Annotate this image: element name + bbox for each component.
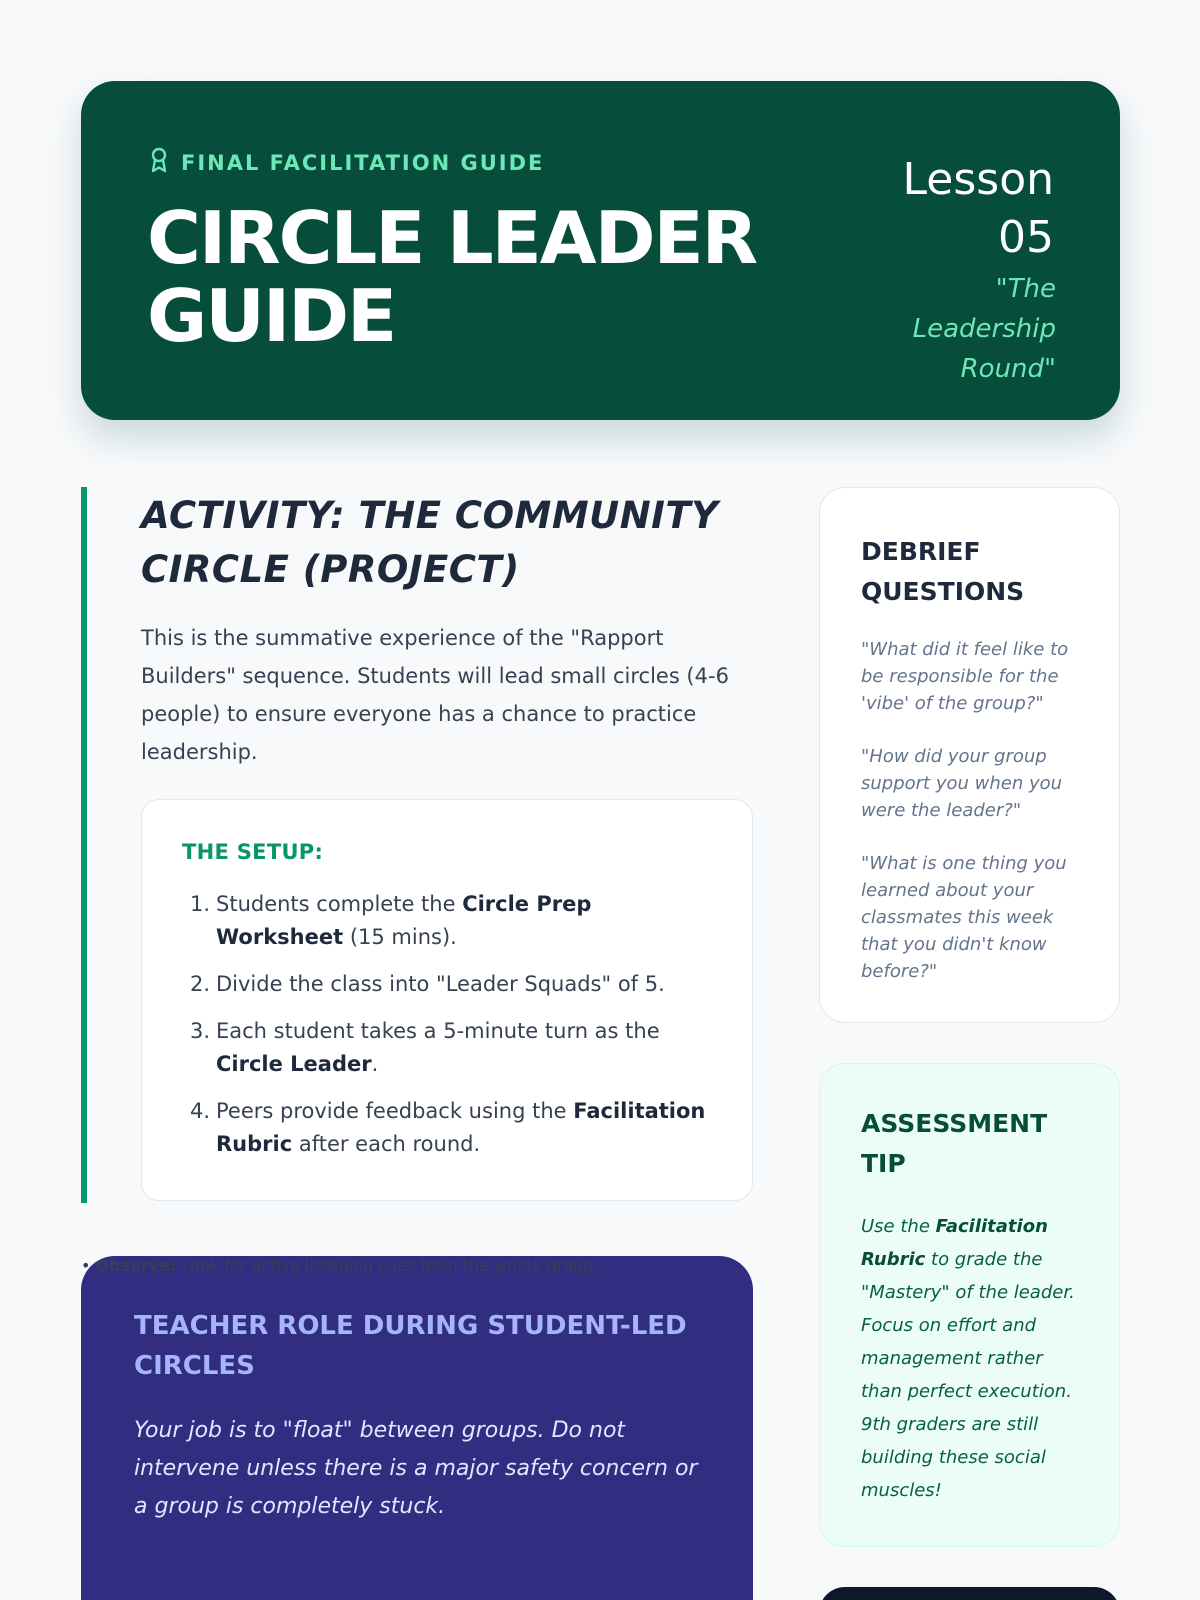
award-icon — [149, 147, 169, 178]
debrief-question: "How did your group support you when you were the leader?" — [861, 746, 1063, 821]
step-text-after: . — [371, 1052, 379, 1076]
debrief-heading: DEBRIEF QUESTIONS — [861, 537, 1025, 606]
step-number: 2. — [190, 972, 211, 996]
teacher-role-heading: TEACHER ROLE DURING STUDENT-LED CIRCLES — [134, 1311, 687, 1381]
step-text-after: after each round. — [292, 1132, 481, 1156]
teacher-role-bullet: • Observe: Look for active listening cues from the whole group. — [81, 1256, 599, 1275]
step-text: Students complete the — [216, 892, 463, 916]
lesson-subtitle: "The Leadership Round" — [912, 274, 1056, 384]
lesson-badge — [874, 151, 1054, 267]
setup-step — [182, 1015, 712, 1081]
tip-text-after: to grade the "Mastery" of the leader. Focus on effort and management rather than perfect execution. 9th graders are still building these social muscles! — [861, 1249, 1075, 1501]
step-number: 1. — [190, 892, 211, 916]
activity-heading: ACTIVITY: THE COMMUNITY CIRCLE (PROJECT) — [141, 494, 719, 591]
header-banner — [81, 81, 1120, 420]
tip-text: Use the — [861, 1216, 936, 1237]
step-text: Peers provide feedback using the — [216, 1099, 574, 1123]
teacher-role-card — [81, 1256, 753, 1600]
step-number: 4. — [190, 1099, 211, 1123]
assessment-heading: ASSESSMENT TIP — [861, 1109, 1048, 1178]
dark-card — [819, 1587, 1120, 1600]
page-title: CIRCLE LEADER GUIDE — [147, 196, 757, 358]
step-bold: Circle Leader — [216, 1052, 372, 1076]
step-text: Divide the class into "Leader Squads" of 5. — [216, 972, 665, 996]
step-text: Each student takes a 5-minute turn as the — [216, 1019, 660, 1043]
lesson-number: 05 — [998, 212, 1054, 263]
assessment-tip-text — [861, 1210, 1086, 1507]
setup-card — [141, 799, 753, 1201]
assessment-tip-card — [819, 1063, 1120, 1547]
debrief-card — [819, 487, 1120, 1023]
tip-bold: Facilitation Rubric — [861, 1216, 1048, 1270]
setup-step — [182, 888, 712, 954]
bullet-label: Observe: — [95, 1256, 177, 1275]
step-number: 3. — [190, 1019, 211, 1043]
bullet-text: Look for active listening cues from the whole group. — [176, 1256, 599, 1275]
activity-intro: This is the summative experience of the "Rapport Builders" sequence. Students will lead small circles (4-6 people) to ensure everyone has a chance to practice leadership. — [141, 626, 729, 764]
debrief-question: "What is one thing you learned about your classmates this week that you didn't know before?" — [861, 853, 1067, 982]
eyebrow — [149, 147, 544, 178]
step-bold: Circle Prep Worksheet — [216, 892, 592, 949]
step-bold: Facilitation Rubric — [216, 1099, 706, 1156]
eyebrow-label: FINAL FACILITATION GUIDE — [181, 150, 545, 175]
activity-section — [81, 487, 753, 1203]
teacher-role-body: Your job is to "float" between groups. Do not intervene unless there is a major safety concern or a group is completely stuck. — [134, 1418, 698, 1519]
step-text-after: (15 mins). — [343, 925, 457, 949]
setup-heading: THE SETUP: — [182, 840, 324, 864]
setup-step — [182, 1095, 712, 1161]
lesson-label: Lesson — [902, 154, 1054, 205]
debrief-question: "What did it feel like to be responsible for the 'vibe' of the group?" — [861, 639, 1069, 714]
setup-steps — [182, 888, 712, 1175]
setup-step — [182, 968, 712, 1001]
